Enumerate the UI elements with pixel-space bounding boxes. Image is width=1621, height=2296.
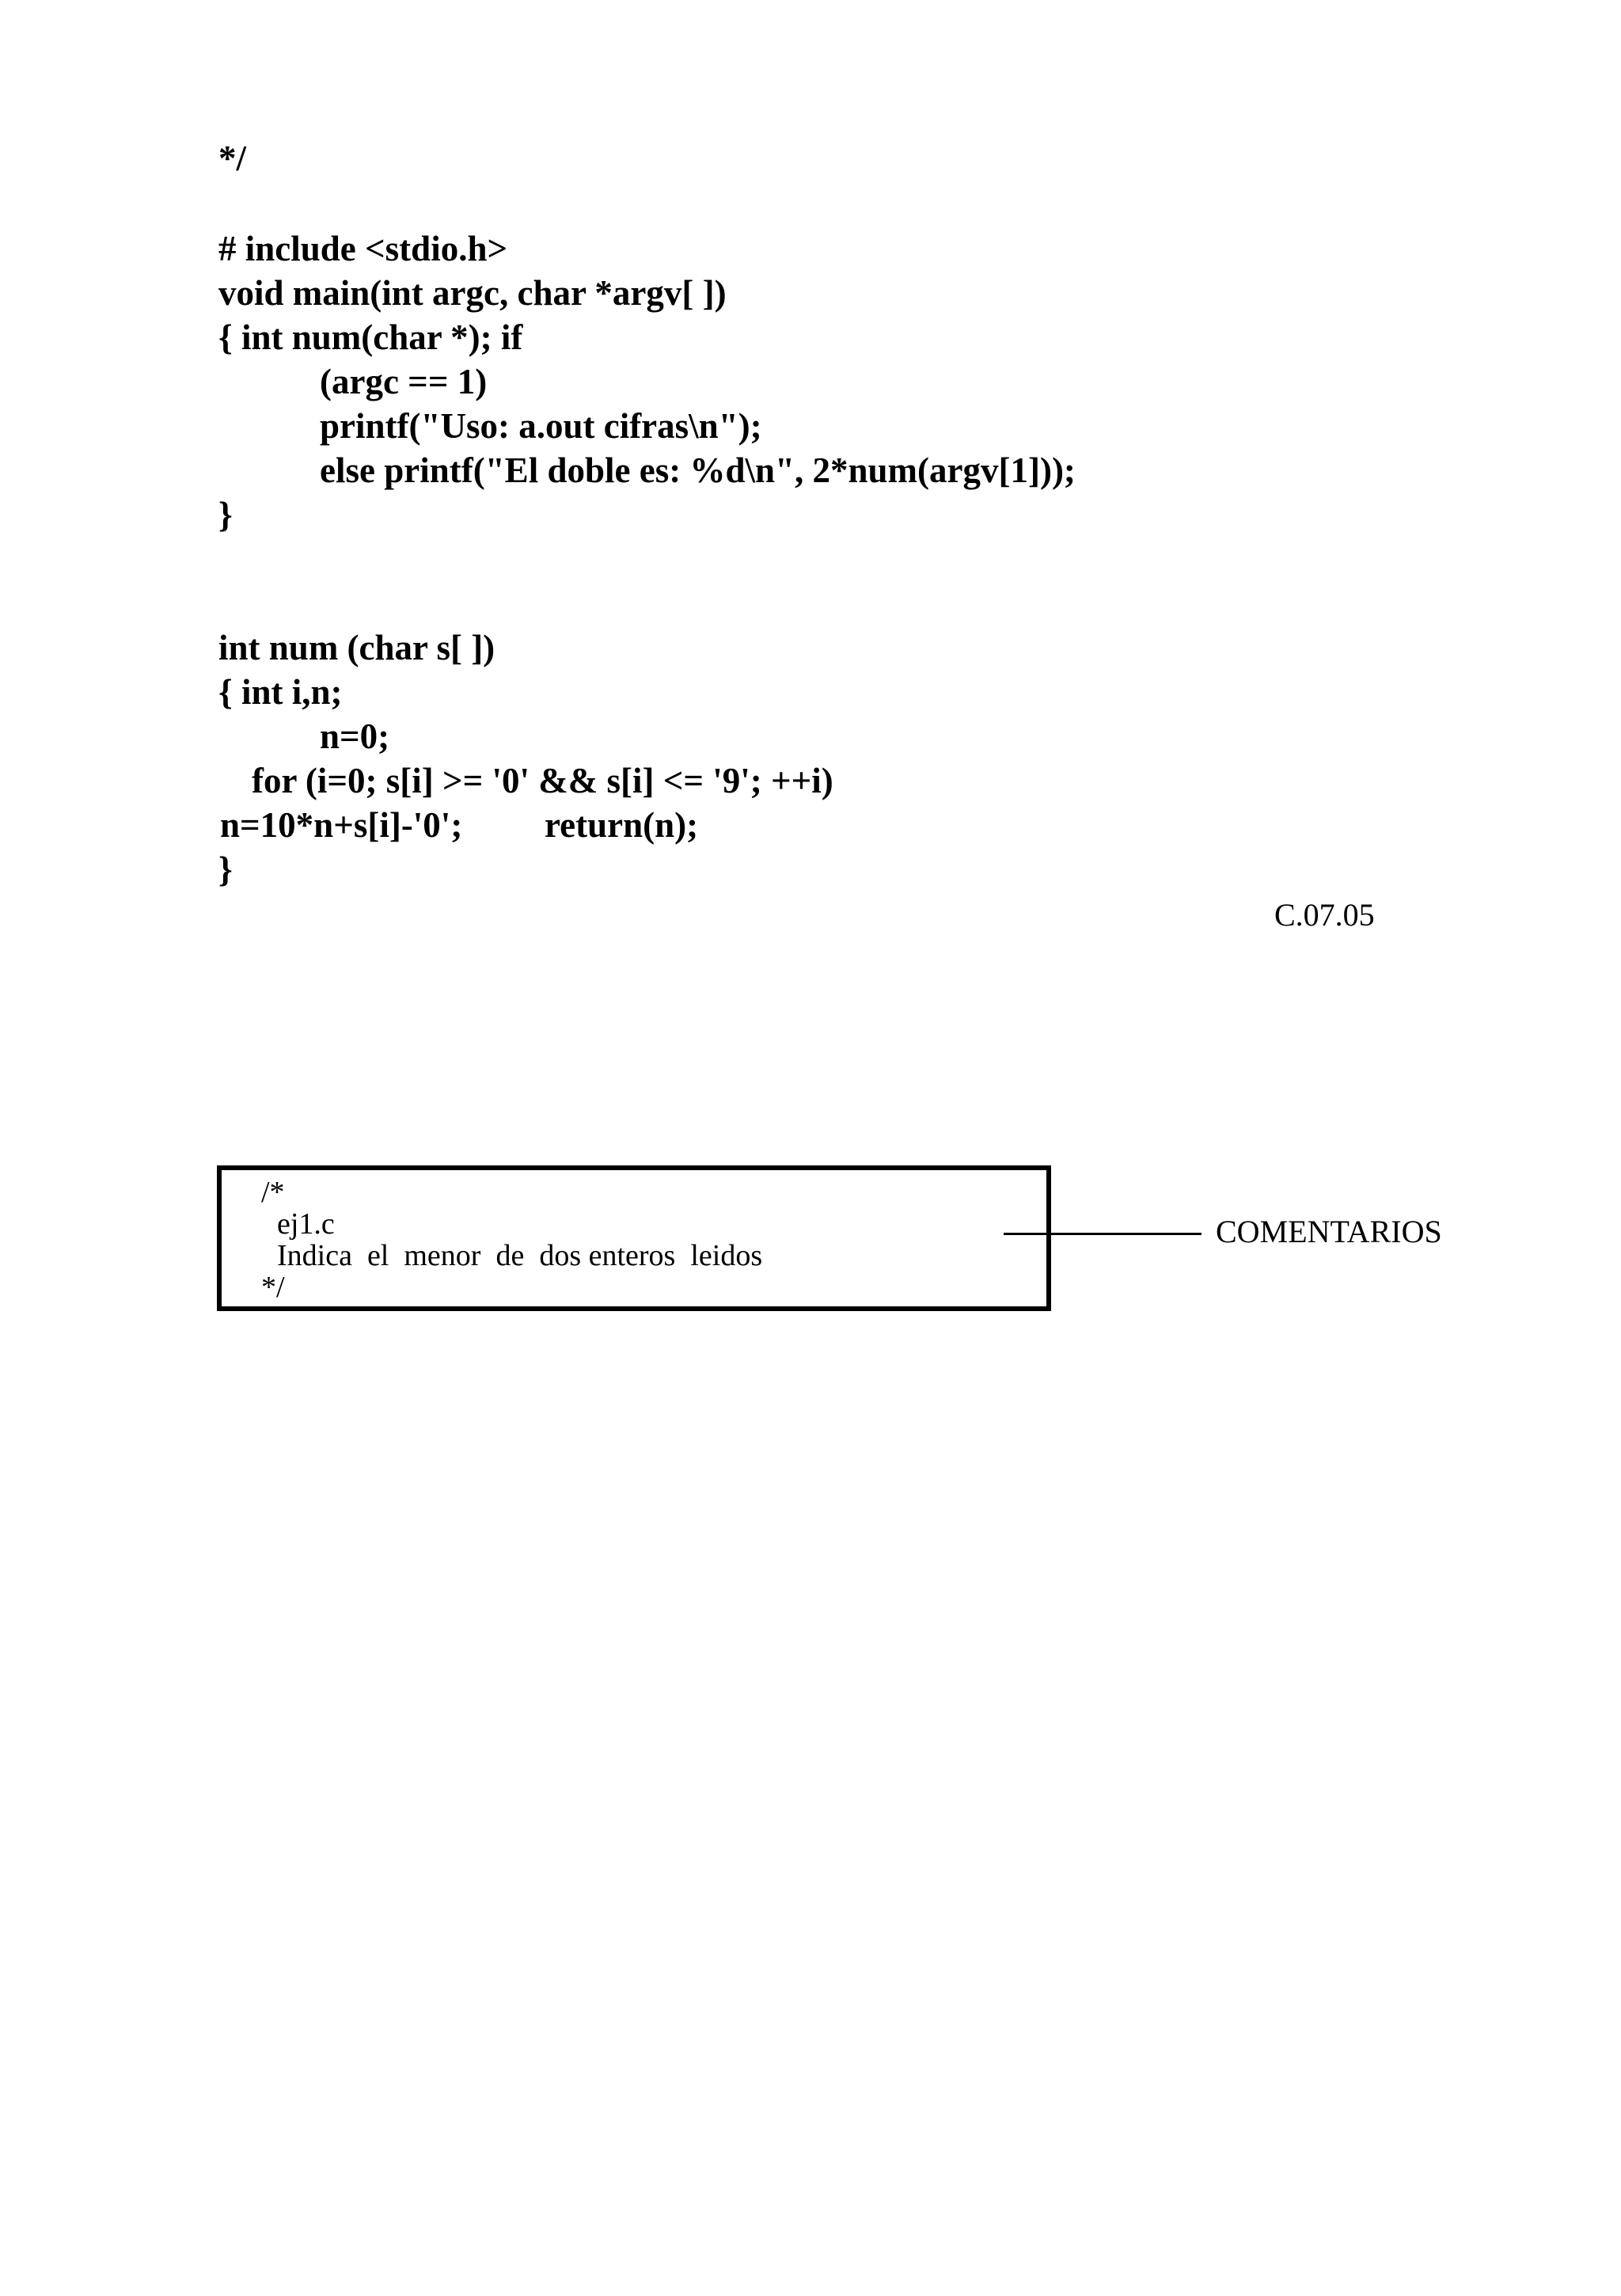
code-line: n=0;	[320, 717, 390, 756]
comment-close: */	[261, 1271, 285, 1304]
code-line: printf("Uso: a.out cifras\n");	[320, 406, 762, 446]
page-code: C.07.05	[1274, 897, 1375, 933]
code-line: for (i=0; s[i] >= '0' && s[i] <= '9'; ++i)	[252, 761, 833, 800]
code-line: void main(int argc, char *argv[ ])	[218, 273, 727, 313]
comment-description: Indica el menor de dos enteros leidos	[277, 1239, 763, 1272]
code-line: (argc == 1)	[320, 362, 488, 401]
code-line: int num (char s[ ])	[218, 628, 495, 667]
code-line: # include <stdio.h>	[218, 229, 508, 268]
code-line: */	[218, 139, 247, 178]
code-line: }	[218, 850, 233, 889]
comment-open: /*	[261, 1176, 285, 1209]
comment-box	[217, 1165, 1051, 1311]
code-line: { int num(char *); if	[218, 317, 523, 357]
code-line: return(n);	[545, 805, 699, 845]
code-line: { int i,n;	[218, 672, 343, 712]
callout-line	[1004, 1233, 1202, 1235]
code-line: }	[218, 495, 233, 534]
comment-filename: ej1.c	[277, 1207, 335, 1241]
code-line: else printf("El doble es: %d\n", 2*num(argv[1]));	[320, 450, 1076, 490]
code-line: n=10*n+s[i]-'0';	[220, 805, 463, 845]
callout-label: COMENTARIOS	[1216, 1214, 1442, 1249]
